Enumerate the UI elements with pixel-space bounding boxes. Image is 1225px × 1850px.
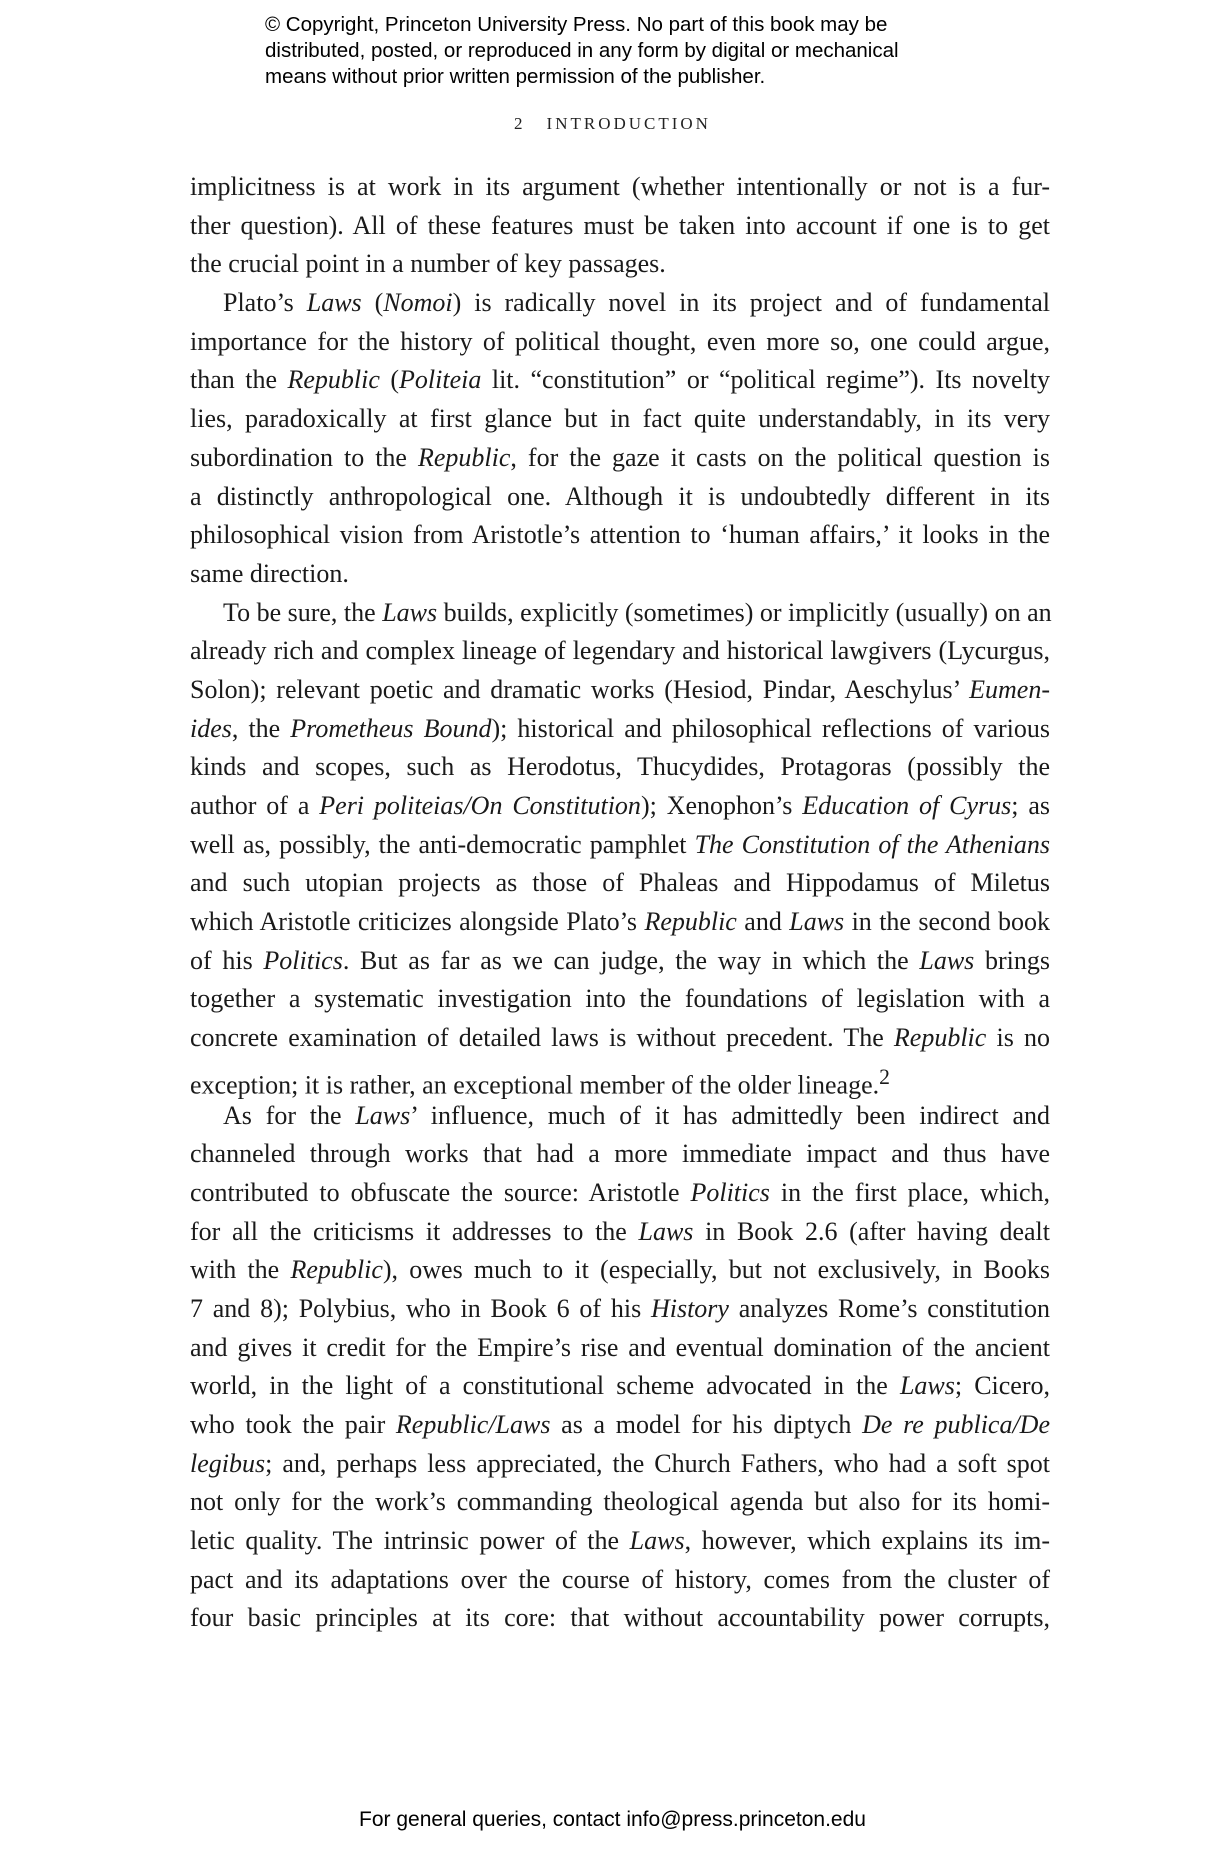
text-line: together a systematic investigation into the foundations of legislation with a <box>190 984 1050 1014</box>
text-line: kinds and scopes, such as Herodotus, Thucydides, Protagoras (possibly the <box>190 752 1050 782</box>
text-line: ther question). All of these features must be taken into account if one is to get <box>190 210 1050 240</box>
copyright-line: distributed, posted, or reproduced in any form by digital or mechanical <box>265 39 899 62</box>
copyright-line: means without prior written permission of the publisher. <box>265 65 766 88</box>
text-line: a distinctly anthropological one. Although it is undoubtedly different in its <box>190 481 1050 511</box>
text-line: with the Republic), owes much to it (especially, but not exclusively, in Books <box>190 1255 1050 1285</box>
running-head-title: INTRODUCTION <box>546 114 711 133</box>
text-line: As for the Laws’ influence, much of it has admittedly been indirect and <box>223 1100 1050 1130</box>
paragraph <box>190 168 1050 284</box>
text-line: subordination to the Republic, for the gaze it casts on the political question is <box>190 442 1050 472</box>
text-line: who took the pair Republic/Laws as a model for his diptych De re publica/De <box>190 1410 1050 1439</box>
copyright-notice <box>265 12 985 90</box>
text-line: contributed to obfuscate the source: Aristotle Politics in the first place, which, <box>190 1177 1050 1207</box>
text-line: the crucial point in a number of key passages. <box>190 249 666 279</box>
text-line: already rich and complex lineage of legendary and historical lawgivers (Lycurgus, <box>190 636 1050 666</box>
text-line: ides, the Prometheus Bound); historical and philosophical reflections of various <box>190 713 1051 743</box>
text-line: implicitness is at work in its argument (whether intentionally or not is a fur- <box>190 172 1050 201</box>
copyright-line: © Copyright, Princeton University Press. No part of this book may be <box>265 13 888 36</box>
text-line: lies, paradoxically at first glance but in fact quite understandably, in its very <box>190 404 1050 434</box>
text-line: philosophical vision from Aristotle’s attention to ‘human affairs,’ it looks in the <box>190 520 1050 550</box>
text-line: 7 and 8); Polybius, who in Book 6 of his History analyzes Rome’s constitution <box>190 1293 1050 1323</box>
text-line: well as, possibly, the anti-democratic pamphlet The Constitution of the Athenians <box>190 829 1050 859</box>
text-line: concrete examination of detailed laws is without precedent. The Republic is no <box>190 1023 1050 1053</box>
text-line: exception; it is rather, an exceptional member of the older lineage.$^2$ <box>190 1064 890 1100</box>
text-line: and such utopian projects as those of Phaleas and Hippodamus of Miletus <box>190 868 1050 898</box>
text-line: author of a Peri politeias/On Constitution); Xenophon’s Education of Cyrus; as <box>190 791 1050 820</box>
text-line: pact and its adaptations over the course of history, comes from the cluster of <box>190 1564 1050 1594</box>
text-line: which Aristotle criticizes alongside Plato’s Republic and Laws in the second book <box>190 907 1051 937</box>
text-line: Solon); relevant poetic and dramatic works (Hesiod, Pindar, Aeschylus’ Eumen- <box>190 674 1050 704</box>
text-line: Plato’s Laws (Nomoi) is radically novel in its project and of fundamental <box>223 288 1050 318</box>
text-line: channeled through works that had a more immediate impact and thus have <box>190 1139 1050 1169</box>
paragraph <box>190 1097 1050 1639</box>
text-line: and gives it credit for the Empire’s rise and eventual domination of the ancient <box>190 1332 1050 1362</box>
text-line: of his Politics. But as far as we can judge, the way in which the Laws brings <box>190 945 1050 975</box>
text-line: letic quality. The intrinsic power of the Laws, however, which explains its im- <box>190 1526 1050 1556</box>
text-line: To be sure, the Laws builds, explicitly (sometimes) or implicitly (usually) on an <box>223 597 1052 627</box>
text-line: world, in the light of a constitutional scheme advocated in the Laws; Cicero, <box>190 1371 1050 1401</box>
running-head <box>0 114 1225 134</box>
paragraph <box>190 594 1052 1100</box>
footer-contact: For general queries, contact info@press.princeton.edu <box>359 1808 866 1831</box>
text-line: legibus; and, perhaps less appreciated, the Church Fathers, who had a soft spot <box>190 1448 1050 1478</box>
text-line: than the Republic (Politeia lit. “constitution” or “political regime”). Its novelty <box>190 365 1050 395</box>
text-line: not only for the work’s commanding theological agenda but also for its homi- <box>190 1487 1050 1517</box>
paragraph <box>190 284 1050 594</box>
text-line: importance for the history of political thought, even more so, one could argue, <box>190 326 1050 356</box>
text-line: for all the criticisms it addresses to the Laws in Book 2.6 (after having dealt <box>190 1216 1051 1246</box>
text-line: same direction. <box>190 558 349 588</box>
text-line: four basic principles at its core: that without accountability power corrupts, <box>190 1603 1050 1633</box>
page-number: 2 <box>514 114 523 133</box>
body-text <box>190 168 1050 1638</box>
